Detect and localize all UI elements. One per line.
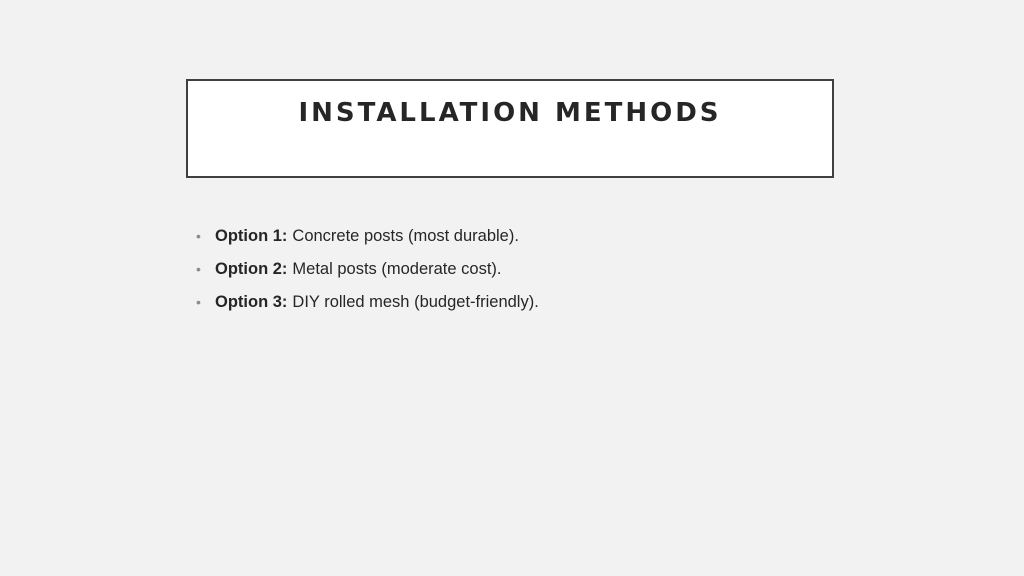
option-label: Option 2:: [215, 260, 288, 278]
bullet-item-option-2: [196, 259, 539, 292]
bullet-item-option-1: [196, 226, 539, 259]
option-label: Option 1:: [215, 227, 288, 245]
bullet-item-option-3: [196, 292, 539, 325]
bullet-icon: •: [196, 228, 201, 244]
bullet-icon: •: [196, 261, 201, 277]
bullet-icon: •: [196, 294, 201, 310]
option-text: Concrete posts (most durable).: [292, 227, 519, 245]
option-label: Option 3:: [215, 293, 288, 311]
option-text: DIY rolled mesh (budget-friendly).: [292, 293, 539, 311]
option-text: Metal posts (moderate cost).: [292, 260, 502, 278]
slide-title: INSTALLATION METHODS: [298, 98, 722, 128]
title-box: [186, 79, 834, 178]
bullet-list: [196, 226, 539, 325]
